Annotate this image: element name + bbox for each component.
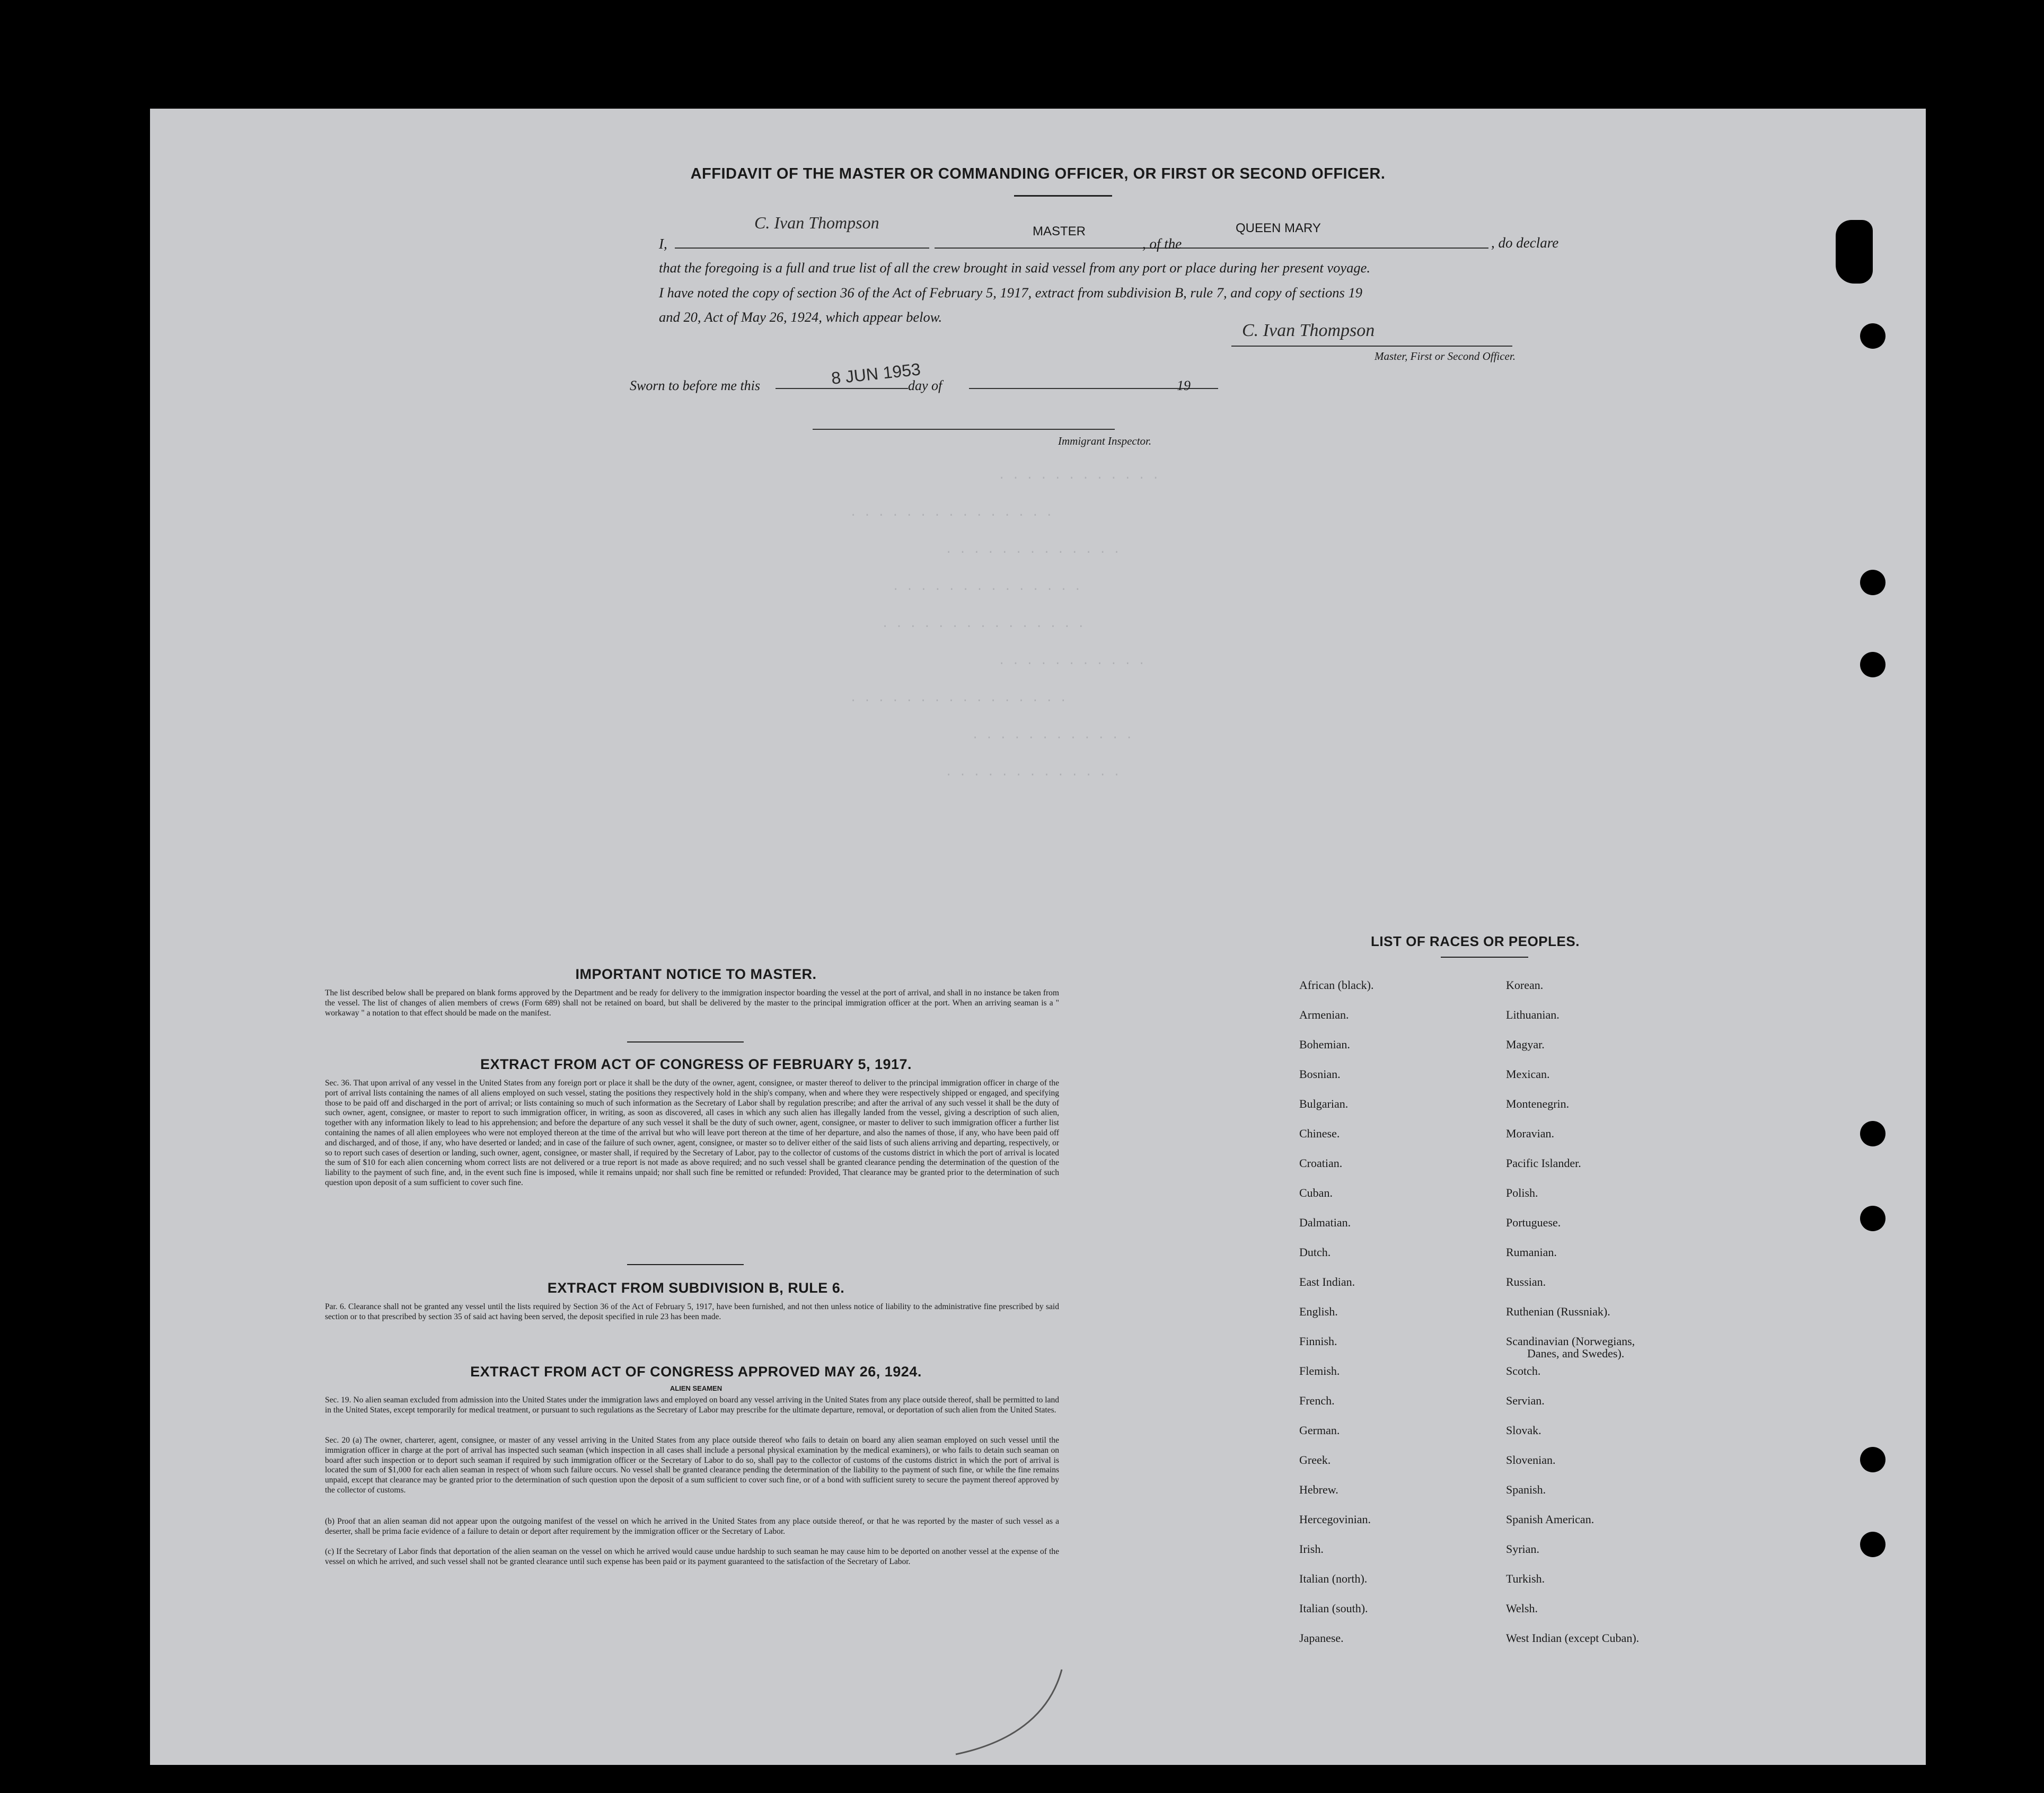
race-item: Japanese. [1299,1631,1344,1645]
race-item: Bohemian. [1299,1038,1350,1051]
extract-1924-sec19: Sec. 19. No alien seaman excluded from admission into the United States under the immigration laws and employed on board any vessel arriving in the United States from any place outside thereof, shall be permitted to land in the United States, except temporarily for medical treatment, or pursuant to such regulations as the Secretary of Labor may prescribe for the ultimate departure, removal, or deportation of such alien from the United States. [325,1395,1059,1415]
race-item: Mexican. [1506,1067,1550,1081]
race-item: German. [1299,1424,1340,1437]
race-item: Korean. [1506,978,1544,992]
sworn-day-underline [776,388,908,389]
race-item: Italian (south). [1299,1602,1368,1615]
inspector-caption: Immigrant Inspector. [1058,435,1152,447]
race-item: Greek. [1299,1453,1331,1467]
do-declare-text: , do declare [1491,235,1559,251]
race-item: Irish. [1299,1542,1324,1556]
race-item: English. [1299,1305,1338,1318]
extract-1924-title: EXTRACT FROM ACT OF CONGRESS APPROVED MAY 26, 1924. [470,1364,922,1380]
bleed-through-area: . . . . . . . . . . . . . . . . . . . . . . . . . . . . . . . . . . . . . . . . . . . . . . . . . . . . . . . . . . . . . . . . . . . . . . . . . . . . . . . . . . . . . . . . . . . . . . . . . . . . . . . . . . . . . . . . . . . . . . . . . [850,469,1159,779]
extract-1924-subtitle: ALIEN SEAMEN [669,1384,723,1392]
binder-hole [1860,1447,1886,1472]
race-item: Hercegovinian. [1299,1513,1371,1526]
race-item: Rumanian. [1506,1246,1557,1259]
race-item: Bulgarian. [1299,1097,1349,1110]
race-item: Russian. [1506,1275,1546,1288]
race-item: Cuban. [1299,1186,1333,1199]
binder-hole [1860,1121,1886,1146]
affidavit-body-line3: I have noted the copy of section 36 of the Act of February 5, 1917, extract from subdivision B, rule 7, and copy of sections 19 [659,285,1362,301]
extract-1924-sec20b: (b) Proof that an alien seaman did not appear upon the outgoing manifest of the vessel on which he arrived in the United States from any place outside thereof, or that he was reported by the master of such vessel as a deserter, shall be prima facie evidence of a failure to detain or deport after requirement by the immigration officer or the Secretary of Labor. [325,1517,1059,1536]
race-item-continuation: Danes, and Swedes). [1527,1347,1625,1360]
inspector-underline [813,429,1115,430]
race-item: Dutch. [1299,1246,1331,1259]
race-item: Moravian. [1506,1127,1555,1140]
of-the-text: , of the [1142,236,1182,252]
races-rule [1441,957,1528,958]
races-right-column [1506,978,1639,1661]
position-value: MASTER [1033,224,1086,239]
race-item: Italian (north). [1299,1572,1368,1585]
races-left-column [1299,978,1373,1661]
race-item: Scotch. [1506,1364,1541,1377]
notice-rule [627,1041,744,1043]
signature-caption: Master, First or Second Officer. [1375,350,1516,363]
race-item: Croatian. [1299,1156,1343,1170]
document-sheet [150,109,1926,1765]
binder-hole [1860,1532,1886,1557]
day-of-text: day of [908,378,942,393]
binder-hole [1860,323,1886,349]
signature-underline [1231,346,1512,347]
race-item: East Indian. [1299,1275,1355,1288]
race-item: Lithuanian. [1506,1008,1560,1021]
race-item: Pacific Islander. [1506,1156,1581,1170]
extract-1924-sec20a: Sec. 20 (a) The owner, charterer, agent, consignee, or master of any vessel arriving in the United States from any place outside thereof who fails to detain on board any alien seaman employed on such vessel until the immigration officer in charge at the port of arrival has inspected such seaman (which inspection in all cases shall include a personal physical examination by the medical examiners), or who fails to detain such seaman on board after such inspection or to deport such seaman if required by such immigration officer or the Secretary of Labor to do so, shall pay to the collector of customs of the customs district in which the port of arrival is located the sum of $1,000 for each alien seaman in respect of whom such failure occurs. No vessel shall be granted clearance pending the determination of the liability to the payment of such fine, or while the fine remains unpaid, except that clearance may be granted prior to the determination of such question upon the deposit of a sum sufficient to cover such fine, or of a bond with sufficient surety to secure the payment thereof approved by the collector of customs. [325,1436,1059,1495]
race-item: Slovenian. [1506,1453,1556,1467]
race-item: French. [1299,1394,1335,1407]
affidavit-i: I, [659,236,667,252]
race-item: African (black). [1299,978,1374,992]
vessel-name: QUEEN MARY [1236,221,1321,235]
torn-notch [1836,220,1873,284]
race-item: Dalmatian. [1299,1216,1351,1229]
race-item-scandinavian [1506,1335,1639,1364]
races-title: LIST OF RACES OR PEOPLES. [1371,933,1580,949]
subdivision-title: EXTRACT FROM SUBDIVISION B, RULE 6. [547,1280,845,1296]
subdivision-text: Par. 6. Clearance shall not be granted any vessel until the lists required by Section 36 of the Act of February 5, 1917, have been furnished, and not then unless notice of liability to the administrative fine prescribed by said section or to that prescribed by section 35 of said act having been served, the deposit specified in rule 23 has been made. [325,1302,1059,1321]
vessel-underline [1208,248,1488,249]
year-prefix: 19 [1177,378,1191,393]
affidavit-title: AFFIDAVIT OF THE MASTER OR COMMANDING OFFICER, OR FIRST OR SECOND OFFICER. [690,165,1386,182]
race-item: Flemish. [1299,1364,1340,1377]
race-item: Spanish American. [1506,1513,1594,1526]
race-item: Servian. [1506,1394,1545,1407]
race-item: Spanish. [1506,1483,1546,1496]
notice-title: IMPORTANT NOTICE TO MASTER. [575,966,817,982]
affidavit-body-line2: that the foregoing is a full and true list of all the crew brought in said vessel from any port or place during her present voyage. [659,260,1371,276]
pencil-mark [945,1667,1083,1757]
race-item: Hebrew. [1299,1483,1338,1496]
race-item: Ruthenian (Russniak). [1506,1305,1610,1318]
title-rule [1014,195,1112,197]
extract-1917-text: Sec. 36. That upon arrival of any vessel in the United States from any foreign port or place it shall be the duty of the owner, agent, consignee, or master thereof to deliver to the principal immigration officer in charge of the port of arrival lists containing the names of all aliens employed on such vessel, stating the positions they respectively hold in the ship's company, when and where they were respectively shipped or engaged, and specifying those to be paid off and discharged in the port of arrival; or lists containing so much of such information as the Secretary of Labor shall by regulation prescribe; and after the arrival of any such vessel it shall be the duty of such owner, agent, consignee, or master to report to such immigration officer, in writing, as soon as discovered, all cases in which any such alien has illegally landed from the vessel, giving a description of such alien, together with any information likely to lead to his apprehension; and before the departure of any such vessel it shall be the duty of such owner, agent, consignee, or master to deliver to such immigration officer a further list containing the names of all alien employees who were not employed thereon at the time of the arrival but who will leave port thereon at the time of her departure, and also the names of those, if any, who have been paid off and discharged, and of those, if any, who have deserted or landed; and in case of the failure of such owner, agent, consignee, or master so to deliver either of the said lists of such aliens arriving and departing, respectively, or so to report such cases of desertion or landing, such owner, agent, consignee, or master shall, if required by the Secretary of Labor, pay to the collector of customs of the customs district in which the port of arrival is located the sum of $10 for each alien concerning whom correct lists are not delivered or a true report is not made as above required; and no such vessel shall be granted clearance pending the determination of the question of the liability to the payment of such fine, and, in the event such fine is imposed, while it remains unpaid; nor shall such fine be remitted or refunded: Provided, That clearance may be granted prior to the determination of such question upon deposit of a sum sufficient to cover such fine. [325,1079,1059,1187]
race-item: Portuguese. [1506,1216,1561,1229]
race-item: Montenegrin. [1506,1097,1570,1110]
date-stamp: 8 JUN 1953 [830,359,922,388]
binder-hole [1860,1206,1886,1231]
extract-1924-sec20c: (c) If the Secretary of Labor finds that deportation of the alien seaman on the vessel on which he arrived would cause undue hardship to such seaman he may cause him to be deported on another vessel at the expense of the vessel on which he arrived, and such vessel shall not be granted clearance until such expense has been paid or its payment guaranteed to the satisfaction of the Secretary of Labor. [325,1547,1059,1566]
race-item: Bosnian. [1299,1067,1341,1081]
race-item: Magyar. [1506,1038,1545,1051]
extract-1917-title: EXTRACT FROM ACT OF CONGRESS OF FEBRUARY 5, 1917. [480,1056,912,1072]
master-signature-inline: C. Ivan Thompson [754,213,879,232]
race-item: Syrian. [1506,1542,1539,1556]
race-item: Scandinavian (Norwegians, [1506,1335,1635,1348]
name-underline [675,248,929,249]
binder-hole [1860,570,1886,595]
master-signature: C. Ivan Thompson [1242,321,1375,340]
extract-1917-rule [627,1264,744,1265]
race-item: Chinese. [1299,1127,1340,1140]
race-item: Polish. [1506,1186,1538,1199]
race-item: West Indian (except Cuban). [1506,1631,1640,1645]
binder-hole [1860,652,1886,677]
race-item: Slovak. [1506,1424,1541,1437]
race-item: Turkish. [1506,1572,1545,1585]
race-item: Finnish. [1299,1335,1337,1348]
notice-text: The list described below shall be prepared on blank forms approved by the Department and be ready for delivery to the immigration inspector boarding the vessel at the port of arrival, and shall in no instance be taken from the vessel. The list of changes of alien members of crews (Form 689) shall not be retained on board, but shall be delivered by the master to the principal immigration officer at the port. When an arriving seaman is a " workaway " a notation to that effect should be made on the manifest. [325,988,1059,1018]
race-item: Welsh. [1506,1602,1538,1615]
race-item: Armenian. [1299,1008,1349,1021]
sworn-prefix: Sworn to before me this [630,378,761,393]
affidavit-body-line4: and 20, Act of May 26, 1924, which appear below. [659,309,942,325]
